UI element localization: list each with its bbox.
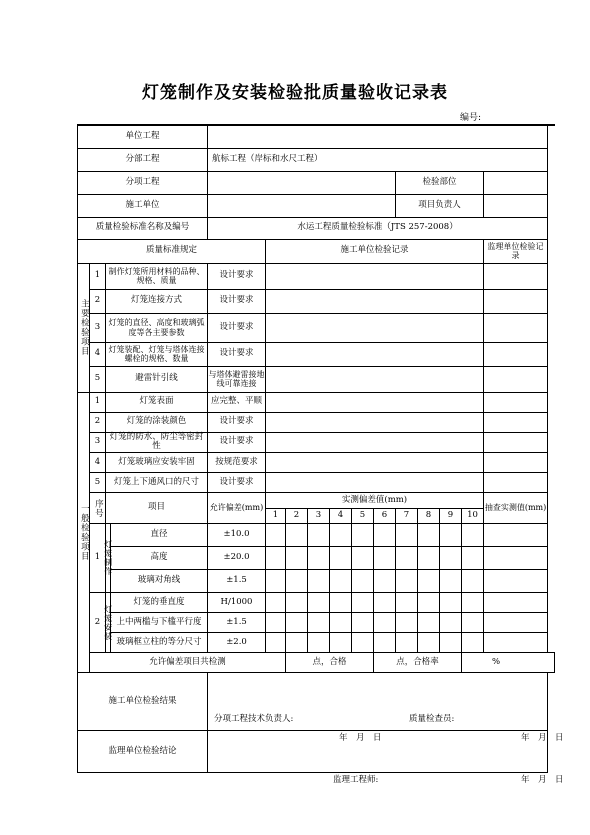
contractor-record-header: 施工单位检验记录 bbox=[266, 239, 484, 263]
seq-header: 序号 bbox=[90, 493, 106, 524]
general-item-supervisor[interactable] bbox=[484, 412, 548, 432]
main-item-supervisor[interactable] bbox=[484, 313, 548, 342]
unit-project-label: 单位工程 bbox=[78, 125, 208, 148]
code-label: 编号: bbox=[460, 113, 482, 123]
general-item-name: 灯笼玻璃应安装牢固 bbox=[106, 453, 208, 473]
measure-cell[interactable] bbox=[330, 547, 352, 570]
general-item-supervisor[interactable] bbox=[484, 432, 548, 453]
measure-cell[interactable] bbox=[286, 547, 308, 570]
measure-cell[interactable] bbox=[352, 593, 374, 613]
measure-cell[interactable] bbox=[266, 593, 286, 613]
group-no: 1 bbox=[90, 524, 106, 593]
general-item-no: 4 bbox=[90, 453, 106, 473]
sample-cell[interactable] bbox=[484, 633, 548, 653]
main-item-supervisor[interactable] bbox=[484, 366, 548, 392]
measure-cell[interactable] bbox=[418, 547, 440, 570]
measure-cell[interactable] bbox=[374, 570, 396, 593]
measure-cell[interactable] bbox=[308, 524, 330, 547]
measure-cell[interactable] bbox=[352, 570, 374, 593]
measure-cell[interactable] bbox=[330, 524, 352, 547]
general-item-supervisor[interactable] bbox=[484, 392, 548, 412]
measure-cell[interactable] bbox=[330, 593, 352, 613]
engineer-label: 监理工程师: bbox=[333, 774, 379, 785]
form-title: 灯笼制作及安装检验批质量验收记录表 bbox=[142, 83, 448, 103]
deviation-item-name: 玻璃框立柱的等分尺寸 bbox=[111, 633, 208, 653]
measure-cell[interactable] bbox=[396, 633, 418, 653]
measure-col-num: 4 bbox=[330, 509, 352, 524]
measure-cell[interactable] bbox=[418, 633, 440, 653]
main-item-no: 3 bbox=[90, 313, 106, 342]
quality-standard-header: 质量标准规定 bbox=[78, 239, 266, 263]
general-item-record[interactable] bbox=[266, 412, 484, 432]
group-label: 灯笼安装 bbox=[106, 593, 111, 653]
deviation-item-tol: ±10.0 bbox=[208, 524, 266, 547]
main-item-record[interactable] bbox=[266, 313, 484, 342]
measure-cell[interactable] bbox=[440, 593, 462, 613]
tech-lead-label: 分项工程技术负责人: bbox=[214, 713, 294, 724]
main-item-supervisor[interactable] bbox=[484, 289, 548, 313]
measure-col-num: 7 bbox=[396, 509, 418, 524]
supervisor-result-label: 监理单位检验结论 bbox=[78, 731, 208, 773]
measure-cell[interactable] bbox=[266, 524, 286, 547]
general-item-req: 应完整、平顺 bbox=[208, 392, 266, 412]
measure-cell[interactable] bbox=[308, 613, 330, 633]
main-item-name: 避雷针引线 bbox=[106, 366, 208, 392]
summary-points: 点，合格 bbox=[286, 653, 374, 673]
deviation-item-name: 直径 bbox=[111, 524, 208, 547]
inspector-label: 质量检查员: bbox=[409, 713, 455, 724]
general-item-no: 3 bbox=[90, 432, 106, 453]
general-item-supervisor[interactable] bbox=[484, 473, 548, 493]
measure-cell[interactable] bbox=[308, 570, 330, 593]
measure-cell[interactable] bbox=[396, 593, 418, 613]
measure-cell[interactable] bbox=[418, 593, 440, 613]
measure-cell[interactable] bbox=[266, 547, 286, 570]
measure-cell[interactable] bbox=[330, 570, 352, 593]
main-item-record[interactable] bbox=[266, 263, 484, 289]
construction-unit-value[interactable] bbox=[208, 194, 396, 217]
tolerance-header: 允许偏差(mm) bbox=[208, 493, 266, 524]
measure-col-num: 10 bbox=[462, 509, 484, 524]
sub-project-label: 分部工程 bbox=[78, 148, 208, 171]
main-item-no: 1 bbox=[90, 263, 106, 289]
general-item-supervisor[interactable] bbox=[484, 453, 548, 473]
contractor-result-area[interactable] bbox=[208, 673, 564, 743]
deviation-item-name: 玻璃对角线 bbox=[111, 570, 208, 593]
main-item-no: 4 bbox=[90, 342, 106, 366]
measure-cell[interactable] bbox=[396, 524, 418, 547]
summary-percent: % bbox=[462, 653, 555, 673]
deviation-item-name: 灯笼的垂直度 bbox=[111, 593, 208, 613]
deviation-item-name: 上中两槛与下槛平行度 bbox=[111, 613, 208, 633]
general-item-req: 设计要求 bbox=[208, 473, 266, 493]
measure-col-num: 2 bbox=[286, 509, 308, 524]
measure-cell[interactable] bbox=[418, 570, 440, 593]
measure-cell[interactable] bbox=[462, 593, 484, 613]
measure-cell[interactable] bbox=[308, 633, 330, 653]
main-item-name: 灯笼装配、灯笼与塔体连接螺栓的规格、数量 bbox=[106, 342, 208, 366]
main-item-name: 制作灯笼所用材料的品种、规格、质量 bbox=[106, 263, 208, 289]
measure-cell[interactable] bbox=[266, 633, 286, 653]
measure-cell[interactable] bbox=[440, 547, 462, 570]
measure-cell[interactable] bbox=[330, 613, 352, 633]
sample-cell[interactable] bbox=[484, 524, 548, 547]
main-item-no: 2 bbox=[90, 289, 106, 313]
measure-cell[interactable] bbox=[440, 570, 462, 593]
measure-cell[interactable] bbox=[418, 613, 440, 633]
measure-col-num: 1 bbox=[266, 509, 286, 524]
measure-cell[interactable] bbox=[286, 633, 308, 653]
main-item-req: 设计要求 bbox=[208, 289, 266, 313]
general-item-name: 灯笼的涂装颜色 bbox=[106, 412, 208, 432]
measure-cell[interactable] bbox=[352, 613, 374, 633]
main-item-name: 灯笼连接方式 bbox=[106, 289, 208, 313]
measure-cell[interactable] bbox=[396, 570, 418, 593]
measure-cell[interactable] bbox=[352, 633, 374, 653]
measure-cell[interactable] bbox=[308, 547, 330, 570]
measure-cell[interactable] bbox=[374, 613, 396, 633]
main-item-record[interactable] bbox=[266, 342, 484, 366]
tech-lead-date: 年 月 日 bbox=[339, 732, 382, 743]
measure-cell[interactable] bbox=[396, 547, 418, 570]
main-item-supervisor[interactable] bbox=[484, 342, 548, 366]
general-item-req: 设计要求 bbox=[208, 432, 266, 453]
measure-cell[interactable] bbox=[330, 633, 352, 653]
sample-cell[interactable] bbox=[484, 593, 548, 613]
general-item-name: 灯笼表面 bbox=[106, 392, 208, 412]
measure-cell[interactable] bbox=[286, 524, 308, 547]
measure-cell[interactable] bbox=[286, 570, 308, 593]
measure-cell[interactable] bbox=[286, 593, 308, 613]
general-item-req: 设计要求 bbox=[208, 412, 266, 432]
general-item-record[interactable] bbox=[266, 473, 484, 493]
measure-cell[interactable] bbox=[418, 524, 440, 547]
deviation-item-tol: ±1.5 bbox=[208, 613, 266, 633]
measure-cell[interactable] bbox=[374, 524, 396, 547]
group-no: 2 bbox=[90, 593, 106, 653]
measure-cell[interactable] bbox=[462, 547, 484, 570]
project-manager-value[interactable] bbox=[484, 194, 548, 217]
sub-project-value[interactable]: 航标工程（岸标和水尺工程） bbox=[208, 148, 548, 171]
sample-cell[interactable] bbox=[484, 570, 548, 593]
standard-label: 质量检验标准名称及编号 bbox=[78, 217, 208, 239]
contractor-result-label: 施工单位检验结果 bbox=[78, 673, 208, 731]
deviation-item-name: 高度 bbox=[111, 547, 208, 570]
inspection-location-value[interactable] bbox=[484, 171, 548, 194]
supervisor-date: 年 月 日 bbox=[521, 774, 564, 785]
measure-col-num: 8 bbox=[418, 509, 440, 524]
measure-cell[interactable] bbox=[286, 613, 308, 633]
measure-cell[interactable] bbox=[374, 633, 396, 653]
general-item-record[interactable] bbox=[266, 453, 484, 473]
general-item-no: 5 bbox=[90, 473, 106, 493]
inspection-table bbox=[77, 124, 564, 785]
main-item-req: 设计要求 bbox=[208, 342, 266, 366]
measure-cell[interactable] bbox=[308, 593, 330, 613]
general-item-name: 灯笼的防水、防尘等密封性 bbox=[106, 432, 208, 453]
general-item-no: 2 bbox=[90, 412, 106, 432]
measure-col-num: 3 bbox=[308, 509, 330, 524]
general-item-no: 1 bbox=[90, 392, 106, 412]
measure-cell[interactable] bbox=[352, 524, 374, 547]
deviation-item-tol: H/1000 bbox=[208, 593, 266, 613]
deviation-item-tol: ±1.5 bbox=[208, 570, 266, 593]
main-item-no: 5 bbox=[90, 366, 106, 392]
sample-cell[interactable] bbox=[484, 613, 548, 633]
measure-cell[interactable] bbox=[374, 547, 396, 570]
item-project-label: 分项工程 bbox=[78, 171, 208, 194]
deviation-item-tol: ±20.0 bbox=[208, 547, 266, 570]
main-item-record[interactable] bbox=[266, 366, 484, 392]
item-header: 项目 bbox=[106, 493, 208, 524]
summary-label: 允许偏差项目共检测 bbox=[90, 653, 286, 673]
measure-cell[interactable] bbox=[462, 570, 484, 593]
project-manager-label: 项目负责人 bbox=[396, 194, 484, 217]
measure-cell[interactable] bbox=[266, 570, 286, 593]
sample-header: 抽查实测值(mm) bbox=[484, 493, 548, 524]
group-label: 灯笼制作 bbox=[106, 524, 111, 593]
measure-col-num: 9 bbox=[440, 509, 462, 524]
main-item-req: 设计要求 bbox=[208, 313, 266, 342]
measure-cell[interactable] bbox=[396, 613, 418, 633]
inspector-date: 年 月 日 bbox=[521, 732, 564, 743]
general-item-record[interactable] bbox=[266, 432, 484, 453]
measure-cell[interactable] bbox=[440, 524, 462, 547]
main-item-req: 与塔体避雷接地线可靠连接 bbox=[208, 366, 266, 392]
main-item-record[interactable] bbox=[266, 289, 484, 313]
measure-cell[interactable] bbox=[440, 613, 462, 633]
main-section-label: 主要检验项目 bbox=[78, 263, 90, 392]
measure-cell[interactable] bbox=[462, 524, 484, 547]
measure-cell[interactable] bbox=[462, 633, 484, 653]
supervisor-record-header: 监理单位检验记录 bbox=[484, 239, 548, 263]
measured-header: 实测偏差值(mm) bbox=[266, 493, 484, 509]
main-item-req: 设计要求 bbox=[208, 263, 266, 289]
measure-col-num: 6 bbox=[374, 509, 396, 524]
measure-col-num: 5 bbox=[352, 509, 374, 524]
summary-rate: 点，合格率 bbox=[374, 653, 462, 673]
main-item-name: 灯笼的直径、高度和玻璃弧度等各主要参数 bbox=[106, 313, 208, 342]
item-project-value[interactable] bbox=[208, 171, 396, 194]
general-item-record[interactable] bbox=[266, 392, 484, 412]
measure-cell[interactable] bbox=[374, 593, 396, 613]
measure-cell[interactable] bbox=[440, 633, 462, 653]
construction-unit-label: 施工单位 bbox=[78, 194, 208, 217]
measure-cell[interactable] bbox=[352, 547, 374, 570]
general-item-name: 灯笼上下通风口的尺寸 bbox=[106, 473, 208, 493]
unit-project-value[interactable] bbox=[208, 125, 548, 148]
sample-cell[interactable] bbox=[484, 547, 548, 570]
main-item-supervisor[interactable] bbox=[484, 263, 548, 289]
general-section-label: 一般检验项目 bbox=[78, 392, 90, 673]
inspection-location-label: 检验部位 bbox=[396, 171, 484, 194]
deviation-item-tol: ±2.0 bbox=[208, 633, 266, 653]
general-item-req: 按规范要求 bbox=[208, 453, 266, 473]
measure-cell[interactable] bbox=[462, 613, 484, 633]
standard-value: 水运工程质量检验标准（JTS 257-2008） bbox=[208, 217, 548, 239]
measure-cell[interactable] bbox=[266, 613, 286, 633]
